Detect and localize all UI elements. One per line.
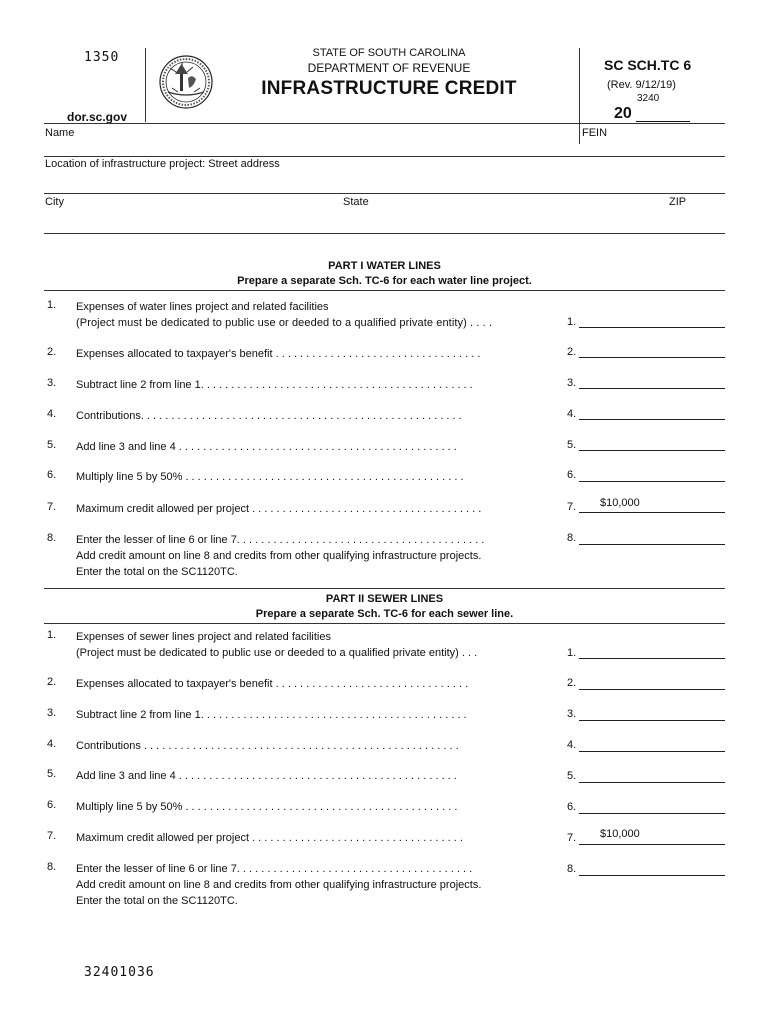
part2-line-1-input[interactable]	[579, 658, 725, 659]
revision-date: (Rev. 9/12/19)	[607, 79, 676, 91]
state-line: STATE OF SOUTH CAROLINA	[312, 47, 466, 59]
part2-line-3-number: 3.	[47, 707, 57, 719]
city-row-bottom-rule	[44, 233, 725, 234]
part1-line-4-text: Contributions. . . . . . . . . . . . . . . . . . . . . . . . . . . . . . . . . . . . . . . . . . . . . . . . . . . . .	[76, 410, 462, 422]
barcode-number: 32401036	[84, 965, 155, 980]
part2-line-2-label: 2.	[567, 677, 577, 689]
part2-line-7-input[interactable]	[579, 844, 725, 845]
street-address-field[interactable]	[45, 157, 725, 193]
part2-line-5-text: Add line 3 and line 4 . . . . . . . . . . . . . . . . . . . . . . . . . . . . . . . . . . . . . . . . . . . . . .	[76, 770, 457, 782]
part2-line-4-number: 4.	[47, 738, 57, 750]
part2-line-7-text: Maximum credit allowed per project . . . . . . . . . . . . . . . . . . . . . . . . . . . . . . . . . . .	[76, 832, 463, 844]
part1-line-6-input[interactable]	[579, 481, 725, 482]
part2-line-3-text: Subtract line 2 from line 1. . . . . . . . . . . . . . . . . . . . . . . . . . . . . . . . . . . . . . . . . . . .	[76, 709, 467, 721]
fein-field[interactable]	[581, 124, 725, 156]
header-divider-right	[579, 48, 580, 144]
part2-line-8-text-3: Enter the total on the SC1120TC.	[76, 895, 238, 907]
tax-year-field[interactable]	[636, 121, 690, 122]
part1-line-2-label: 2.	[567, 346, 577, 358]
part1-line-2-number: 2.	[47, 346, 57, 358]
part1-line-3-number: 3.	[47, 377, 57, 389]
part1-line-5-text: Add line 3 and line 4 . . . . . . . . . . . . . . . . . . . . . . . . . . . . . . . . . . . . . . . . . . . . . .	[76, 441, 457, 453]
part2-line-7-label: 7.	[567, 832, 577, 844]
part1-line-7-label: 7.	[567, 501, 577, 513]
form-number: 3240	[637, 93, 660, 104]
part1-line-8-input[interactable]	[579, 544, 725, 545]
part1-rule	[44, 290, 725, 291]
part1-line-1-input[interactable]	[579, 327, 725, 328]
name-field[interactable]	[45, 124, 577, 156]
part2-line-8-label: 8.	[567, 863, 577, 875]
part1-line-8-label: 8.	[567, 532, 577, 544]
part1-line-3-input[interactable]	[579, 388, 725, 389]
part2-heading: PART II SEWER LINES	[325, 593, 444, 605]
part2-line-4-text: Contributions . . . . . . . . . . . . . . . . . . . . . . . . . . . . . . . . . . . . . . . . . . . . . . . . . . . .	[76, 740, 459, 752]
part2-line-7-number: 7.	[47, 830, 57, 842]
part2-rule	[44, 623, 725, 624]
state-seal-icon	[158, 54, 214, 110]
part2-line-6-label: 6.	[567, 801, 577, 813]
page-title: INFRASTRUCTURE CREDIT	[261, 78, 517, 99]
part1-line-7-number: 7.	[47, 501, 57, 513]
part1-line-7-value: $10,000	[600, 497, 640, 509]
part2-line-4-input[interactable]	[579, 751, 725, 752]
name-label: Name	[45, 127, 75, 139]
city-field[interactable]	[45, 194, 335, 233]
website: dor.sc.gov	[67, 110, 128, 124]
part2-line-8-text-2: Add credit amount on line 8 and credits from other qualifying infrastructure projects.	[76, 879, 482, 891]
zip-field[interactable]	[645, 194, 725, 233]
part1-end-rule	[44, 588, 725, 589]
part2-line-7-value: $10,000	[600, 828, 640, 840]
part2-line-3-input[interactable]	[579, 720, 725, 721]
part1-line-5-label: 5.	[567, 439, 577, 451]
fein-label: FEIN	[582, 127, 608, 139]
part1-line-1-text: Expenses of water lines project and related facilities	[76, 301, 329, 313]
part1-line-3-text: Subtract line 2 from line 1. . . . . . . . . . . . . . . . . . . . . . . . . . . . . . . . . . . . . . . . . . . . .	[76, 379, 473, 391]
part1-subheading: Prepare a separate Sch. TC-6 for each water line project.	[237, 275, 532, 287]
part2-line-1-text-2: (Project must be dedicated to public use or deeded to a qualified private entity) . . .	[76, 647, 478, 659]
part2-line-1-label: 1.	[567, 647, 577, 659]
part1-line-7-input[interactable]	[579, 512, 725, 513]
zip-label: ZIP	[669, 196, 687, 208]
part1-line-8-number: 8.	[47, 532, 57, 544]
part2-line-1-text: Expenses of sewer lines project and related facilities	[76, 631, 331, 643]
part2-line-5-label: 5.	[567, 770, 577, 782]
part1-line-4-number: 4.	[47, 408, 57, 420]
part1-line-8-text: Enter the lesser of line 6 or line 7. . . . . . . . . . . . . . . . . . . . . . . . . . . . . . . . . . . . . . . . .	[76, 534, 485, 546]
part2-line-8-input[interactable]	[579, 875, 725, 876]
city-label: City	[45, 196, 64, 208]
part1-line-7-text: Maximum credit allowed per project . . . . . . . . . . . . . . . . . . . . . . . . . . . . . . . . . . . . . .	[76, 503, 482, 515]
part2-line-4-label: 4.	[567, 739, 577, 751]
part2-line-8-number: 8.	[47, 861, 57, 873]
part1-line-6-label: 6.	[567, 469, 577, 481]
part2-line-5-number: 5.	[47, 768, 57, 780]
part1-line-5-input[interactable]	[579, 450, 725, 451]
part1-line-5-number: 5.	[47, 439, 57, 451]
part2-line-1-number: 1.	[47, 629, 57, 641]
part1-line-2-text: Expenses allocated to taxpayer's benefit . . . . . . . . . . . . . . . . . . . . . . . . . . . . . . . . . .	[76, 348, 481, 360]
part1-line-8-text-2: Add credit amount on line 8 and credits from other qualifying infrastructure projects.	[76, 550, 482, 562]
form-code: 1350	[84, 50, 120, 65]
part2-line-3-label: 3.	[567, 708, 577, 720]
part2-line-6-number: 6.	[47, 799, 57, 811]
part1-line-8-text-3: Enter the total on the SC1120TC.	[76, 566, 238, 578]
header-divider-left	[145, 48, 146, 122]
part1-line-1-text-2: (Project must be dedicated to public use or deeded to a qualified private entity) . . . .	[76, 317, 493, 329]
part1-line-2-input[interactable]	[579, 357, 725, 358]
tax-year-prefix: 20	[614, 105, 632, 122]
part2-line-6-input[interactable]	[579, 813, 725, 814]
part1-line-6-text: Multiply line 5 by 50% . . . . . . . . . . . . . . . . . . . . . . . . . . . . . . . . . . . . . . . . . . . . . .	[76, 471, 464, 483]
state-label: State	[343, 196, 369, 208]
part1-heading: PART I WATER LINES	[328, 260, 441, 272]
department-line: DEPARTMENT OF REVENUE	[307, 61, 471, 75]
part2-line-8-text: Enter the lesser of line 6 or line 7. . . . . . . . . . . . . . . . . . . . . . . . . . . . . . . . . . . . . . .	[76, 863, 473, 875]
part1-line-1-number: 1.	[47, 299, 57, 311]
part2-line-6-text: Multiply line 5 by 50% . . . . . . . . . . . . . . . . . . . . . . . . . . . . . . . . . . . . . . . . . . . . .	[76, 801, 458, 813]
part2-line-2-input[interactable]	[579, 689, 725, 690]
location-label: Location of infrastructure project: Street address	[45, 158, 280, 170]
part1-line-4-input[interactable]	[579, 419, 725, 420]
part2-line-2-number: 2.	[47, 676, 57, 688]
part1-line-1-label: 1.	[567, 316, 577, 328]
schedule-code: SC SCH.TC 6	[604, 57, 692, 73]
part2-line-2-text: Expenses allocated to taxpayer's benefit . . . . . . . . . . . . . . . . . . . . . . . . . . . . . . . .	[76, 678, 469, 690]
part2-line-5-input[interactable]	[579, 782, 725, 783]
part1-line-4-label: 4.	[567, 408, 577, 420]
part1-line-6-number: 6.	[47, 469, 57, 481]
state-field[interactable]	[340, 194, 640, 233]
part1-line-3-label: 3.	[567, 377, 577, 389]
part2-subheading: Prepare a separate Sch. TC-6 for each sewer line.	[255, 608, 514, 620]
